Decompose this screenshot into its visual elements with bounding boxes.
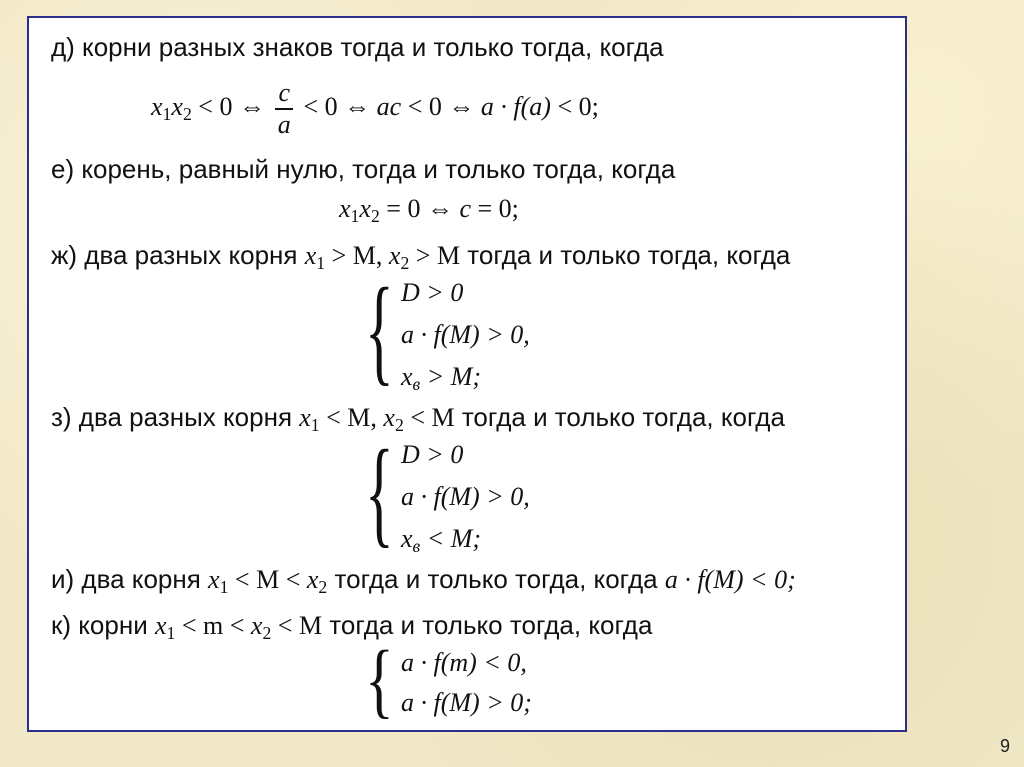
system-zh-line-1: D > 0 — [401, 278, 464, 307]
item-zh-text: ж) два разных корня $x_1 > M$, $x_2 > M$ тогда и только тогда, когда — [51, 240, 791, 273]
system-z-line-3: $x_в < M$; — [401, 524, 482, 556]
item-e-formula: $x_1x_2 = 0$ ⇔ c = 0; — [339, 194, 519, 226]
system-brace-zh: { — [365, 264, 394, 396]
system-k-line-1: a · f(m) < 0, — [401, 648, 527, 677]
fraction-c-over-a: $\frac{c}{a}$ — [275, 78, 293, 140]
system-brace-z: { — [365, 426, 394, 558]
item-e-text: е) корень, равный нулю, тогда и только тогда, когда — [51, 154, 676, 184]
system-zh-line-2: a · f(M) > 0, — [401, 320, 530, 349]
system-k-line-2: a · f(M) > 0; — [401, 688, 532, 717]
system-zh-line-3: $x_в > M$; — [401, 362, 482, 394]
system-brace-k: { — [365, 633, 394, 727]
page-number: 9 — [999, 736, 1010, 756]
slide-content — [27, 16, 907, 732]
system-z-line-1: D > 0 — [401, 440, 464, 469]
item-z-text: з) два разных корня $x_1 < M$, $x_2 < M$ тогда и только тогда, когда — [51, 402, 785, 435]
item-k-text: к) корни $x_1 < m < x_2 < M$ тогда и только тогда, когда — [51, 610, 653, 643]
system-z-line-2: a · f(M) > 0, — [401, 482, 530, 511]
item-d-text: д) корни разных знаков тогда и только тогда, когда — [51, 32, 664, 62]
item-i-text: и) два корня $x_1 < M < x_2$ тогда и только тогда, когда a · f(M) < 0; — [51, 564, 796, 597]
item-d-formula: $x_1x_2 < 0$ ⇔ $\frac{c}{a}$ < 0 ⇔ ac < 0 ⇔ a · f(a) < 0; — [151, 78, 599, 140]
